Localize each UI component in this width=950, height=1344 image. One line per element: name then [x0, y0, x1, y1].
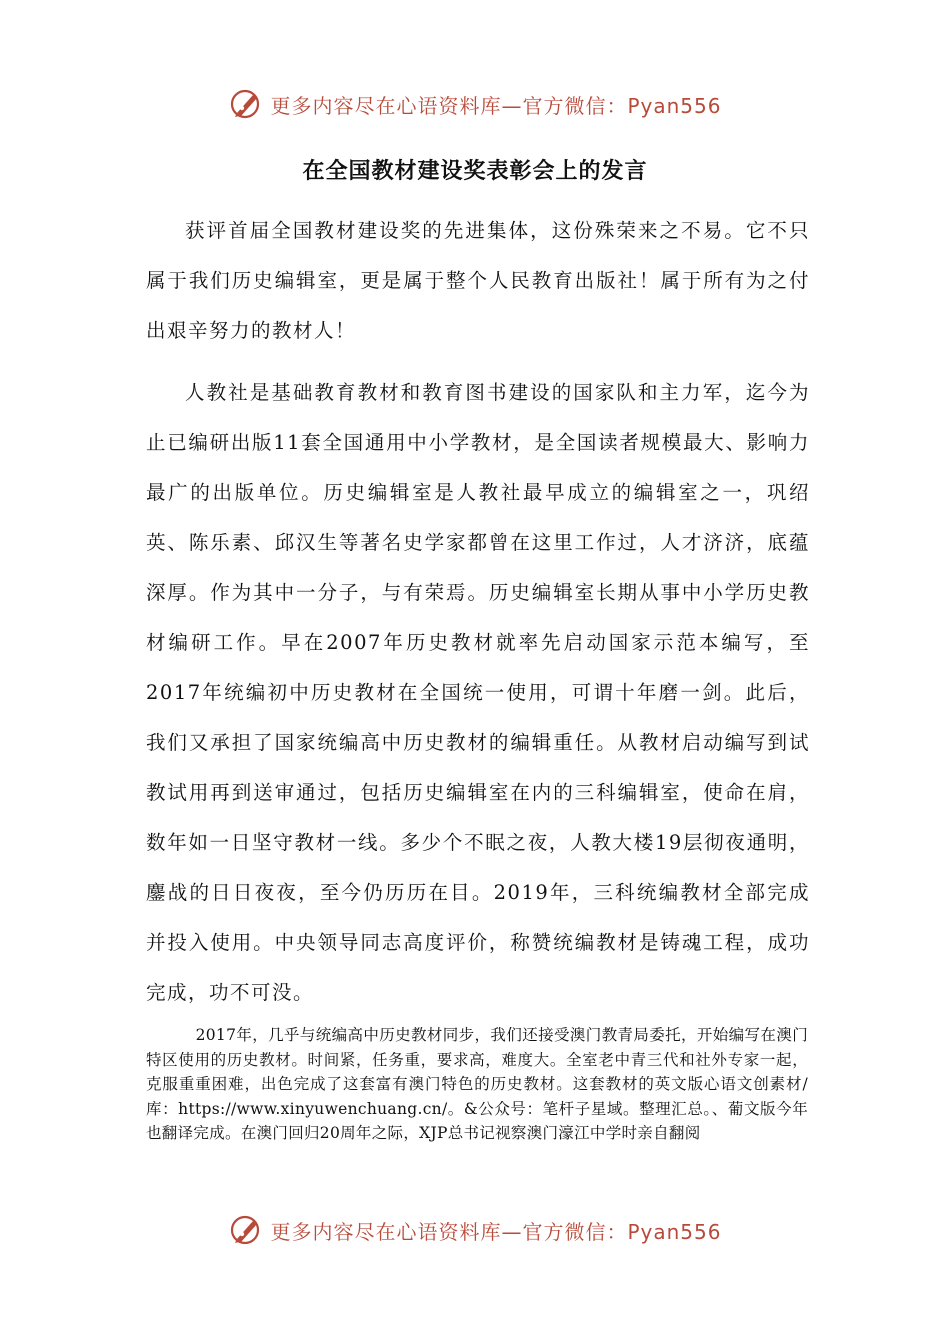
watermark-text: 更多内容尽在心语资料库—官方微信：Pyan556 — [270, 1219, 722, 1244]
pen-nib-circle-icon — [228, 86, 264, 122]
paragraph-3: 2017年，几乎与统编高中历史教材同步，我们还接受澳门教青局委托，开始编写在澳门特区使用的历史教材。时间紧，任务重，要求高，难度大。全室老中青三代和社外专家一起，克服重重困难，出色完成了这套富有澳门特色的历史教材。这套教材的英文版心语文创素材/库：https://www.xinyuwenchuang.cn/。&公众号：笔杆子星域。整理汇总。、葡文版今年也翻译完成。在澳门回归20周年之际，XJP总书记视察澳门濠江中学时亲自翻阅 — [146, 1026, 808, 1142]
paragraph-2: 人教社是基础教育教材和教育图书建设的国家队和主力军，迄今为止已编研出版11套全国通用中小学教材，是全国读者规模最大、影响力最广的出版单位。历史编辑室是人教社最早成立的编辑室之一，巩绍英、陈乐素、邱汉生等著名史学家都曾在这里工作过，人才济济，底蕴深厚。作为其中一分子，与有荣焉。历史编辑室长期从事中小学历史教材编研工作。早在2007年历史教材就率先启动国家示范本编写，至2017年统编初中历史教材在全国统一使用，可谓十年磨一剑。此后，我们又承担了国家统编高中历史教材的编辑重任。从教材启动编写到试教试用再到送审通过，包括历史编辑室在内的三科编辑室，使命在肩，数年如一日坚守教材一线。多少个不眠之夜，人教大楼19层彻夜通明，鏖战的日日夜夜，至今仍历历在目。2019年，三科统编教材全部完成并投入使用。中央领导同志高度评价，称赞统编教材是铸魂工程，成功完成，功不可没。 — [146, 381, 810, 1004]
footer-watermark — [0, 1208, 950, 1252]
pen-nib-circle-icon — [228, 1212, 264, 1248]
paragraph-1: 获评首届全国教材建设奖的先进集体，这份殊荣来之不易。它不只属于我们历史编辑室，更是属于整个人民教育出版社！属于所有为之付出艰辛努力的教材人！ — [146, 219, 810, 342]
watermark-text: 更多内容尽在心语资料库—官方微信：Pyan556 — [270, 93, 722, 118]
header-watermark — [0, 82, 950, 126]
document-title: 在全国教材建设奖表彰会上的发言 — [302, 159, 648, 184]
